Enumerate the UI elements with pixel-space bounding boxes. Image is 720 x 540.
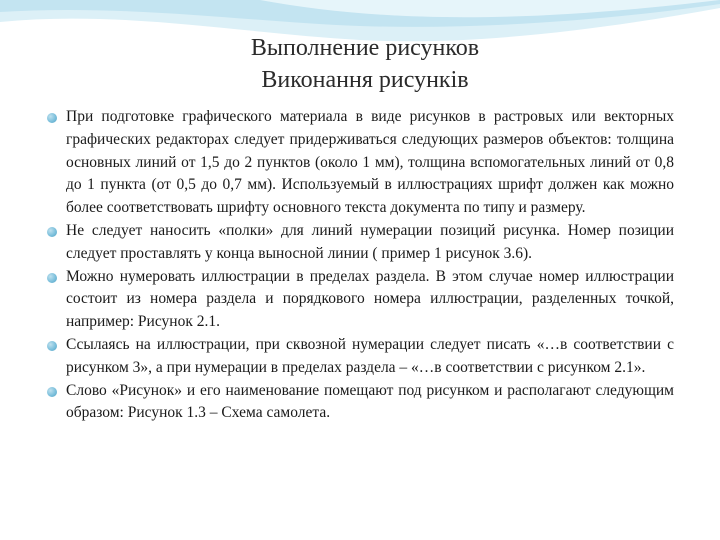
list-item [46,220,674,266]
list-item-text: Ссылаясь на иллюстрации, при сквозной нумерации следует писать «…в соответствии с рисунком 3», а при нумерации в пределах раздела – «…в соответствии с рисунком 2.1». [66,335,674,376]
title-ukrainian: Виконання рисунків [261,67,469,93]
list-item [46,380,674,426]
bullet-icon [47,273,57,283]
bullet-icon [47,113,57,123]
bullet-icon [47,341,57,351]
bullet-list [46,106,674,425]
list-item-text: Слово «Рисунок» и его наименование помещают под рисунком и располагают следующим образом: Рисунок 1.3 – Схема самолета. [66,381,674,422]
slide-title [0,32,720,96]
list-item-text: При подготовке графического материала в виде рисунков в растровых или векторных графических редакторах следует придерживаться следующих размеров объектов: толщина основных линий от 1,5 до 2 пунктов (около 1 мм), толщина вспомогательных линий от 0,8 до 1 пункта (от 0,5 до 0,7 мм). Используемый в иллюстрациях шрифт должен как можно более соответствовать шрифту основного текста документа по типу и размеру. [66,108,674,217]
title-russian: Выполнение рисунков [250,35,480,61]
list-item-text: Не следует наносить «полки» для линий нумерации позиций рисунка. Номер позиции следует проставлять у конца выносной линии ( пример 1 рисунок 3.6). [66,221,674,262]
list-item [46,334,674,380]
list-item [46,106,674,220]
list-item-text: Можно нумеровать иллюстрации в пределах раздела. В этом случае номер иллюстрации состоит из номера раздела и порядкового номера иллюстрации, разделенных точкой, например: Рисунок 2.1. [66,267,674,331]
bullet-icon [47,227,57,237]
bullet-icon [47,387,57,397]
list-item [46,266,674,334]
